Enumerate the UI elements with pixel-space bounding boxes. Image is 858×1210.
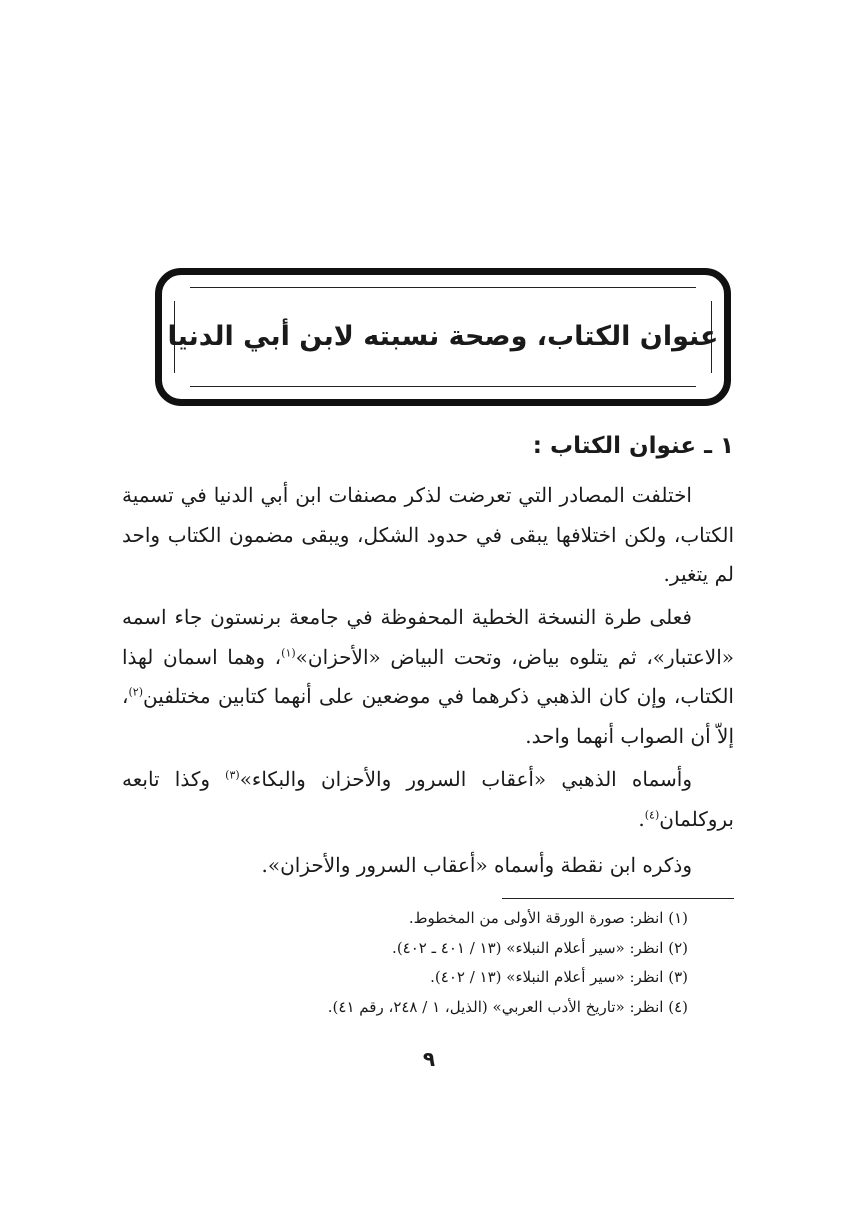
section-heading: ١ ـ عنوان الكتاب : [532,433,734,459]
line-text: . [638,806,645,831]
footnote-ref-1[interactable]: (١) [281,645,296,659]
paragraph-3 [122,760,734,839]
paragraph-1 [122,476,734,595]
footnote-4: (٤) انظر: «تاريخ الأدب العربي» (الذيل، ١ / ٢٤٨، رقم ٤١). [327,997,688,1016]
paragraph-line [122,800,734,840]
line-text: ، وهما اسمان لهذا [122,644,282,669]
title-frame [155,268,731,406]
chapter-title: عنوان الكتاب، وصحة نسبته لابن أبي الدنيا [167,321,719,352]
footnote-3: (٣) انظر: «سير أعلام النبلاء» (١٣ / ٤٠٢). [430,968,688,986]
paragraph-line: وذكره ابن نقطة وأسماه «أعقاب السرور والأحزان». [261,853,692,877]
paragraph-line [122,760,734,800]
footnote-ref-4[interactable]: (٤) [644,807,660,821]
paragraph-line: إلاّ أن الصواب أنهما واحد. [525,723,734,748]
page-number: ٩ [422,1047,436,1071]
footnote-ref-3[interactable]: (٣) [225,768,240,782]
line-text: الكتاب، وإن كان الذهبي ذكرهما في موضعين على أنهما كتابين مختلفين [142,684,734,708]
line-text: وأسماه الذهبي «أعقاب السرور والأحزان والبكاء» [239,767,693,791]
paragraph-line: فعلى طرة النسخة الخطية المحفوظة في جامعة برنستون جاء اسمه [122,605,692,629]
frame-inner-rule-top [190,287,696,288]
line-text: «الاعتبار»، ثم يتلوه بياض، وتحت البياض «الأحزان» [295,644,734,669]
footnote-separator [502,898,734,899]
paragraph-4 [122,846,734,886]
frame-inner-rule-bottom [190,386,696,387]
line-text: ، [122,684,129,708]
line-text: وكذا تابعه [122,767,226,791]
footnote-1: (١) انظر: صورة الورقة الأولى من المخطوط. [408,909,688,927]
paragraph-line: اختلفت المصادر التي تعرضت لذكر مصنفات ابن أبي الدنيا في تسمية [122,483,692,507]
paragraph-line [122,638,734,678]
line-text: بروكلمان [659,806,734,831]
paragraph-line: لم يتغير. [663,562,734,586]
footnote-ref-2[interactable]: (٢) [128,685,143,699]
paragraph-2 [122,598,734,756]
paragraph-line: الكتاب، ولكن اختلافها يبقى في حدود الشكل، ويبقى مضمون الكتاب واحد [122,522,735,547]
footnote-2: (٢) انظر: «سير أعلام النبلاء» (١٣ / ٤٠١ ـ ٤٠٢). [392,938,688,957]
paragraph-line [122,677,734,717]
footnotes [114,904,734,1022]
